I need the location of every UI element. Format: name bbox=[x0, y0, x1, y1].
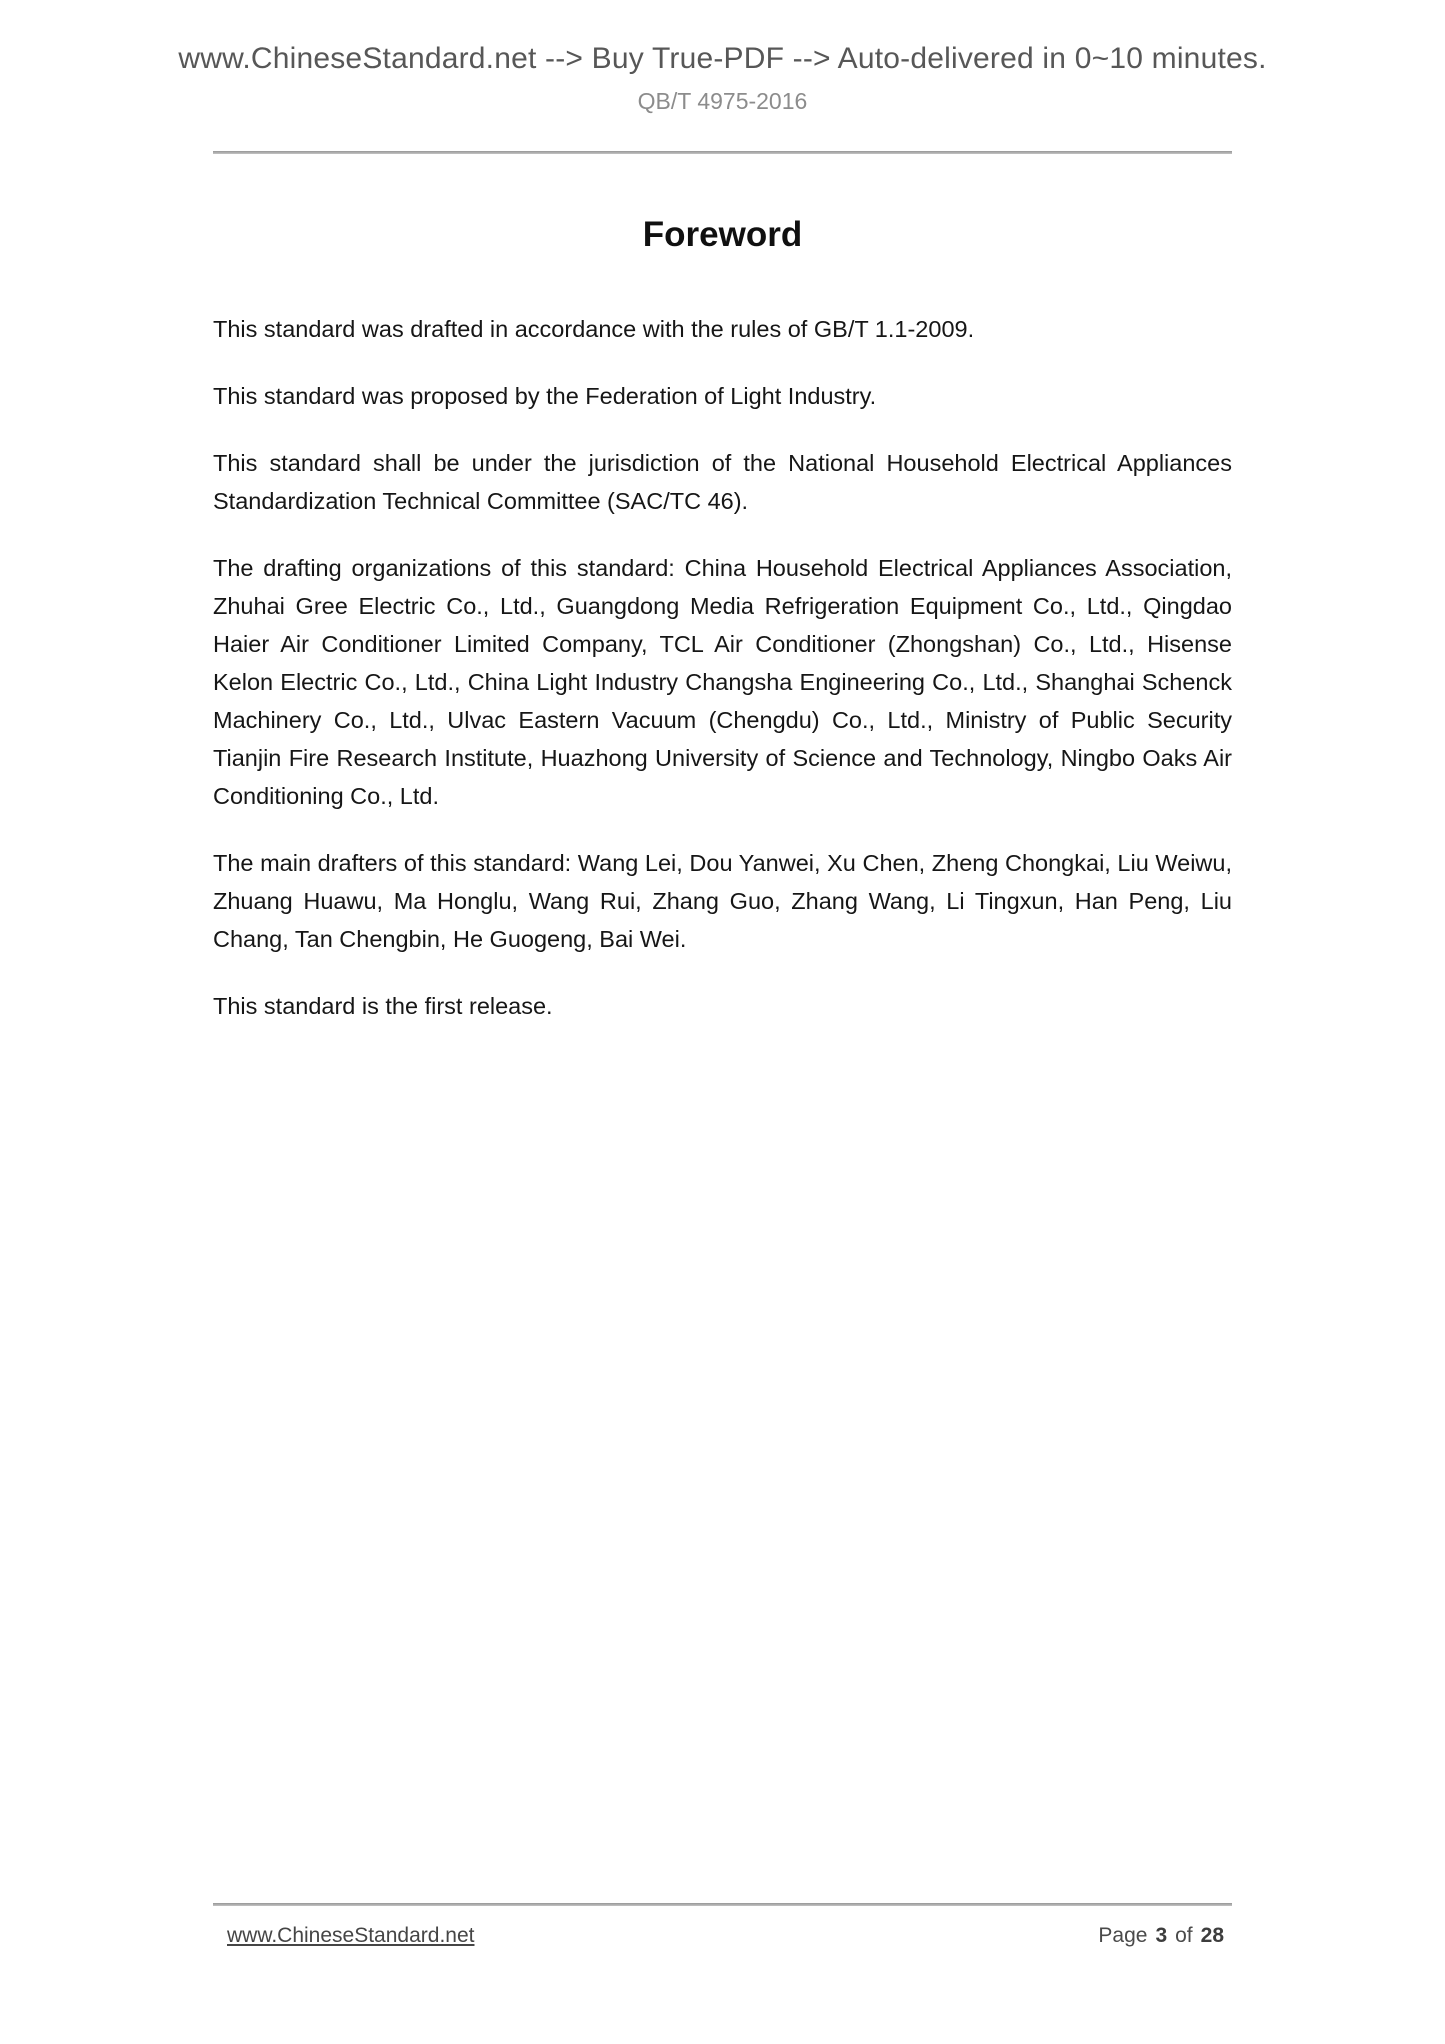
standard-number: QB/T 4975-2016 bbox=[637, 88, 808, 114]
header-divider bbox=[213, 151, 1232, 154]
paragraph-first-release: This standard is the first release. bbox=[213, 993, 553, 1019]
header-banner-text: www.ChineseStandard.net --> Buy True-PDF --> Auto-delivered in 0~10 minutes. bbox=[178, 42, 1267, 75]
paragraph-main-drafters: The main drafters of this standard: Wang Lei, Dou Yanwei, Xu Chen, Zheng Chongkai, Liu Weiwu, Zhuang Huawu, Ma Honglu, Wang Rui, Zhang Guo, Zhang Wang, Li Tingxun, Han Peng, Liu Chang, Tan Chengbin, He Guogeng, Bai Wei. bbox=[213, 850, 1232, 952]
page-indicator-of: of bbox=[1175, 1924, 1193, 1947]
page-indicator-total: 28 bbox=[1200, 1924, 1224, 1947]
document-body bbox=[213, 216, 1232, 1054]
page-header bbox=[0, 42, 1445, 114]
page-indicator-current: 3 bbox=[1155, 1924, 1168, 1947]
paragraph-drafting-organizations: The drafting organizations of this standard: China Household Electrical Appliances Association, Zhuhai Gree Electric Co., Ltd., Guangdong Media Refrigeration Equipment Co., Ltd., Qingdao Haier Air Conditioner Limited Company, TCL Air Conditioner (Zhongshan) Co., Ltd., Hisense Kelon Electric Co., Ltd., China Light Industry Changsha Engineering Co., Ltd., Shanghai Schenck Machinery Co., Ltd., Ulvac Eastern Vacuum (Chengdu) Co., Ltd., Ministry of Public Security Tianjin Fire Research Institute, Huazhong University of Science and Technology, Ningbo Oaks Air Conditioning Co., Ltd. bbox=[213, 555, 1232, 809]
page-footer bbox=[213, 1903, 1232, 1948]
page-indicator-prefix: Page bbox=[1098, 1924, 1148, 1947]
paragraph-drafted-rules: This standard was drafted in accordance with the rules of GB/T 1.1-2009. bbox=[213, 316, 975, 342]
paragraph-proposed-by: This standard was proposed by the Federation of Light Industry. bbox=[213, 383, 877, 409]
footer-site-link[interactable]: www.ChineseStandard.net bbox=[227, 1924, 475, 1947]
paragraph-jurisdiction: This standard shall be under the jurisdiction of the National Household Electrical Appliances Standardization Technical Committee (SAC/TC 46). bbox=[213, 450, 1232, 514]
footer-divider bbox=[213, 1903, 1232, 1906]
page-indicator bbox=[1098, 1924, 1224, 1948]
page-title: Foreword bbox=[642, 215, 803, 254]
footer-row bbox=[213, 1924, 1232, 1948]
